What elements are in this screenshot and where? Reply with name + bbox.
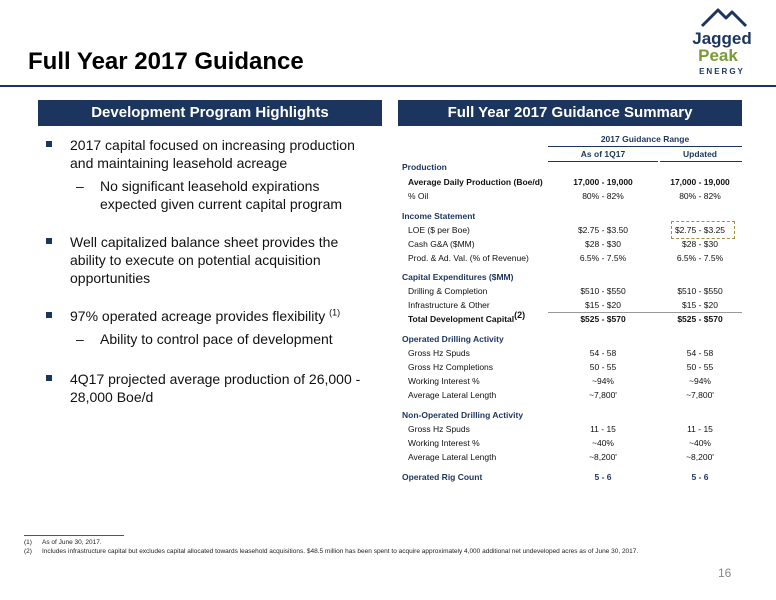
value-updated: $510 - $550 <box>677 286 723 296</box>
sub-bullet-item <box>46 177 376 213</box>
value-1q17: 80% - 82% <box>582 191 624 201</box>
footnote-ref: (2) <box>514 310 526 321</box>
section-heading: Non-Operated Drilling Activity <box>402 410 524 420</box>
section-heading: Capital Expenditures ($MM) <box>402 272 514 282</box>
table-row <box>398 175 742 189</box>
sub-bullet-text: Ability to control pace of development <box>100 331 333 347</box>
dash-icon: – <box>76 178 84 194</box>
value-updated: ~94% <box>689 376 711 386</box>
value-updated: ~40% <box>689 438 711 448</box>
bullet-text: Well capitalized balance sheet provides the ability to execute on potential acquisition opportunities <box>70 234 339 286</box>
section-heading: Operated Drilling Activity <box>402 334 504 344</box>
row-label: LOE ($ per Boe) <box>408 225 470 235</box>
bullet-text: 4Q17 projected average production of 26,000 - 28,000 Boe/d <box>70 371 361 405</box>
value-updated: 54 - 58 <box>686 348 714 358</box>
value-1q17: 54 - 58 <box>589 348 617 358</box>
table-row <box>398 237 742 251</box>
footnote-text: As of June 30, 2017. <box>42 539 102 546</box>
dash-icon: – <box>76 331 84 347</box>
value-updated: $2.75 - $3.25 <box>674 225 726 235</box>
value-updated: 11 - 15 <box>687 424 713 434</box>
table-row <box>398 298 742 312</box>
logo-text-line1: Jagged <box>692 29 752 48</box>
table-range-header-row <box>398 132 742 146</box>
value-updated: $15 - $20 <box>682 300 718 310</box>
footnote-text: Includes infrastructure capital but excludes capital allocated towards leasehold acquisitions. $48.5 million has been spent to acquire approximately 4,000 additional net undeveloped acres as of June 30, 2017. <box>42 548 639 555</box>
row-label: Drilling & Completion <box>408 286 488 296</box>
value-updated: 50 - 55 <box>686 362 714 372</box>
value-updated: ~8,200' <box>686 452 714 462</box>
value-1q17: ~94% <box>592 376 614 386</box>
footnote-item <box>24 538 764 547</box>
highlights-list <box>46 136 376 406</box>
table-row <box>398 436 742 450</box>
row-label: % Oil <box>408 191 429 201</box>
logo-text-line3: ENERGY <box>699 67 745 76</box>
value-updated: ~7,800' <box>686 390 714 400</box>
bullet-square-icon <box>46 238 52 244</box>
bullet-item <box>46 370 376 406</box>
value-1q17: $2.75 - $3.50 <box>577 225 629 235</box>
row-label: Average Daily Production (Boe/d) <box>408 177 543 187</box>
rig-count-label: Operated Rig Count <box>402 472 483 482</box>
value-1q17: $525 - $570 <box>580 314 626 324</box>
section-heading: Income Statement <box>402 211 476 221</box>
value-1q17: ~8,200' <box>589 452 617 462</box>
row-label: Cash G&A ($MM) <box>408 239 475 249</box>
table-row <box>398 422 742 436</box>
row-label: Infrastructure & Other <box>408 300 490 310</box>
table-column-header-row <box>398 147 742 161</box>
table-row <box>398 374 742 388</box>
value-1q17: 5 - 6 <box>594 472 612 482</box>
page-number: 16 <box>718 566 732 580</box>
footnote-divider <box>24 535 124 536</box>
bullet-text: 97% operated acreage provides flexibility <box>70 308 326 324</box>
bullet-square-icon <box>46 312 52 318</box>
value-1q17: $15 - $20 <box>585 300 621 310</box>
row-label: Average Lateral Length <box>408 452 497 462</box>
footnote-number: (2) <box>24 548 32 555</box>
value-updated: $525 - $570 <box>677 314 723 324</box>
table-row <box>398 360 742 374</box>
row-label: Working Interest % <box>408 438 480 448</box>
title-divider <box>0 85 776 87</box>
value-1q17: ~7,800' <box>589 390 617 400</box>
table-row <box>398 189 742 203</box>
value-updated: 5 - 6 <box>691 472 709 482</box>
bullet-item <box>46 136 376 172</box>
row-label: Average Lateral Length <box>408 390 497 400</box>
bullet-square-icon <box>46 375 52 381</box>
highlights-header: Development Program Highlights <box>38 100 382 126</box>
footnote-item <box>24 547 764 556</box>
footnote-number: (1) <box>24 539 32 546</box>
sub-bullet-text: No significant leasehold expirations expected given current capital program <box>100 178 343 212</box>
guidance-summary-header: Full Year 2017 Guidance Summary <box>398 100 742 126</box>
footnote-ref: (1) <box>329 307 341 318</box>
sub-bullet-item <box>46 330 376 348</box>
table-row <box>398 388 742 402</box>
range-header: 2017 Guidance Range <box>600 134 690 144</box>
row-label <box>408 312 525 326</box>
table-row <box>398 284 742 298</box>
value-updated: 17,000 - 19,000 <box>670 177 730 187</box>
value-updated: 80% - 82% <box>679 191 721 201</box>
row-label: Gross Hz Spuds <box>408 348 470 358</box>
row-label: Working Interest % <box>408 376 480 386</box>
rig-count-row <box>398 470 742 484</box>
table-row <box>398 312 742 326</box>
value-1q17: 6.5% - 7.5% <box>579 253 627 263</box>
table-row <box>398 450 742 464</box>
footnotes <box>24 538 764 556</box>
bullet-item <box>46 307 376 325</box>
company-logo <box>680 4 762 78</box>
bullet-item <box>46 233 376 287</box>
value-1q17: 11 - 15 <box>590 424 616 434</box>
table-row <box>398 346 742 360</box>
value-1q17: 50 - 55 <box>589 362 617 372</box>
value-updated: 6.5% - 7.5% <box>676 253 724 263</box>
column-header-updated: Updated <box>683 149 717 159</box>
column-header-1q17: As of 1Q17 <box>580 149 626 159</box>
value-1q17: $28 - $30 <box>585 239 621 249</box>
value-updated: $28 - $30 <box>682 239 718 249</box>
row-label: Prod. & Ad. Val. (% of Revenue) <box>408 253 529 263</box>
bullet-square-icon <box>46 141 52 147</box>
row-label: Gross Hz Spuds <box>408 424 470 434</box>
value-1q17: $510 - $550 <box>580 286 626 296</box>
bullet-text: 2017 capital focused on increasing production and maintaining leasehold acreage <box>70 137 355 171</box>
section-heading: Production <box>402 162 447 172</box>
table-row <box>398 251 742 265</box>
row-label: Gross Hz Completions <box>408 362 494 372</box>
logo-text-line2: Peak <box>698 46 738 65</box>
row-label-text: Total Development Capital <box>408 314 515 324</box>
value-1q17: 17,000 - 19,000 <box>573 177 633 187</box>
page-title: Full Year 2017 Guidance <box>28 48 304 75</box>
value-1q17: ~40% <box>592 438 614 448</box>
